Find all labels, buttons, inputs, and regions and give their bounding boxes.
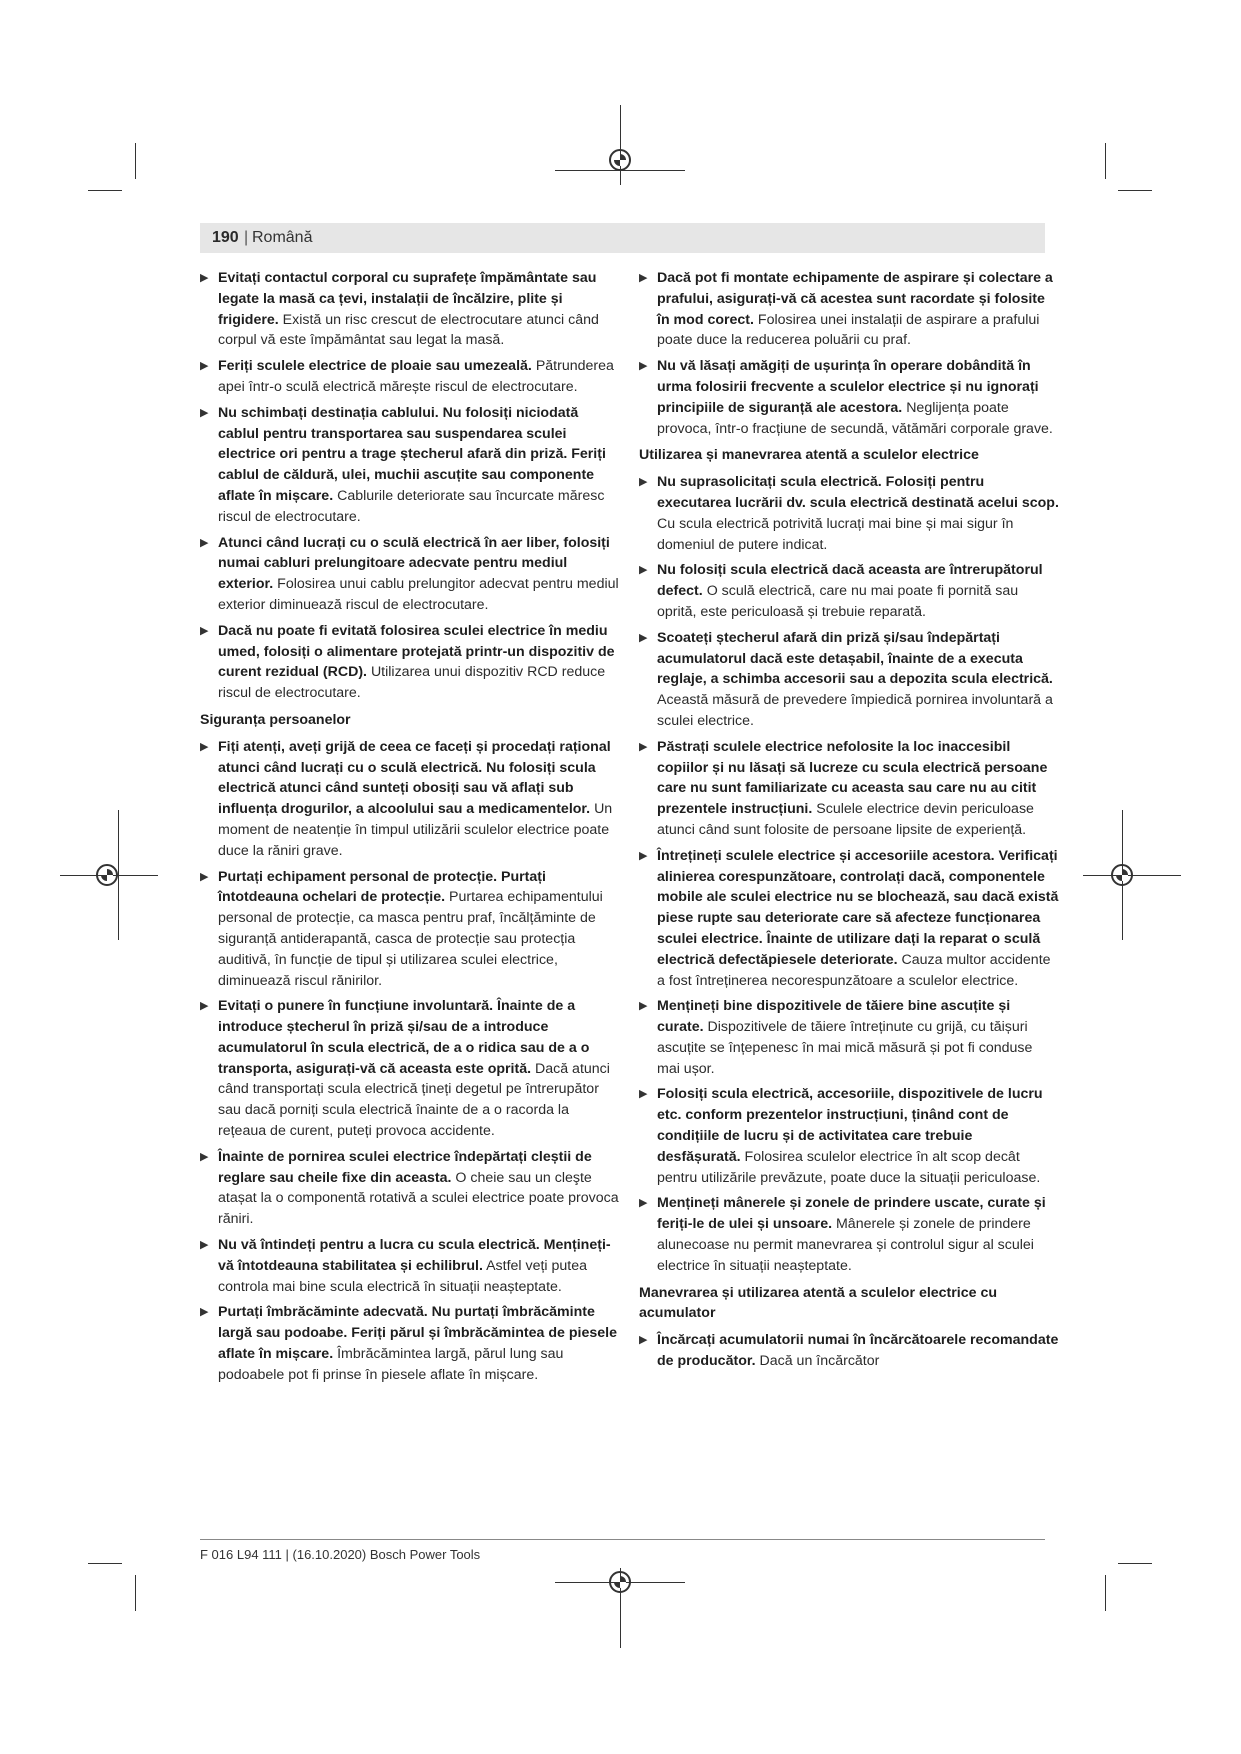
safety-item-warning: Nu folosiți scula electrică dacă aceasta are întrerupătorul defect. [657,562,1043,600]
safety-item [639,628,1059,732]
safety-item [200,996,620,1142]
safety-item-explanation: Neglijența poate provoca, într-o fracțiune de secundă, vătămări corporale grave. [657,399,1053,437]
safety-item-warning: Atunci când lucrați cu o sculă electrică în aer liber, folosiți numai cabluri prelungitoare adecvate pentru mediul exterior. [218,534,610,593]
safety-item-explanation: Există un risc crescut de electrocutare atunci când corpul vă este împământat sau legat la masă. [218,311,599,349]
safety-item [639,1193,1059,1276]
crop-mark [135,143,136,179]
safety-item-warning: Evitați contactul corporal cu suprafețe împământate sau legate la masă ca țevi, instalații de încălzire, plite și frigidere. [218,270,597,328]
safety-item-explanation: Dacă atunci când transportați scula electrică țineți degetul pe întrerupător sau dacă porniți scula electrică înainte de a o racorda la rețeaua de curent, puteți provoca accidente. [218,1060,610,1140]
crop-mark [88,190,122,191]
safety-item-warning: Mențineți mânerele și zonele de prindere uscate, curate și feriți-le de ulei și unsoare. [657,1195,1046,1233]
safety-item-warning: Nu suprasolicitați scula electrică. Folosiți pentru executarea lucrării dv. scula electrică destinată acelui scop. [657,474,1059,511]
safety-item [639,996,1059,1079]
bullet-triangle-icon: ▶ [639,1334,648,1347]
safety-item-warning: Înainte de pornirea sculei electrice îndepărtați cleștii de reglare sau cheile fixe din aceasta. [218,1148,592,1186]
bullet-triangle-icon: ▶ [639,740,648,753]
bullet-triangle-icon: ▶ [639,849,648,862]
bullet-triangle-icon: ▶ [200,624,209,637]
bullet-triangle-icon: ▶ [200,870,209,883]
safety-item-warning: Folosiți scula electrică, accesoriile, dispozitivele de lucru etc. conform prezentelor instrucțiuni, ținând cont de condițiile de lucru și de activitatea care trebuie desfășurată. [657,1086,1043,1165]
safety-item-warning: Nu vă lăsați amăgiți de ușurința în operare dobândită în urma folosirii frecvente a sculelor electrice și nu ignorați principiile de siguranță ale acestora. [657,358,1039,416]
bullet-triangle-icon: ▶ [200,406,209,419]
safety-item-warning: Mențineți bine dispozitivele de tăiere bine ascuțite și curate. [657,998,1011,1036]
safety-item-explanation: Astfel veți putea controla mai bine scula electrică în situații neașteptate. [218,1257,588,1295]
safety-item-explanation: Un moment de neatenție în timpul utilizării sculelor electrice poate duce la răniri grave. [218,801,613,859]
footer-rule [200,1539,1045,1540]
safety-item-explanation: Cu scula electrică potrivită lucrați mai bine și mai sigur în domeniul de putere indicat. [657,515,1014,553]
safety-item-explanation: Cablurile deteriorate sau încurcate măresc riscul de electrocutare. [218,487,605,525]
safety-item-warning: Întrețineți sculele electrice și accesoriile acestora. Verificați alinierea corespunzătoare, controlați dacă, componentele mobile ale sculei electrice nu se blochează, sau dacă există piese rupte sau deteriorate care să afecteze funcționarea sculei electrice. Înainte de utilizare dați la reparat o sculă electrică defectăpiesele deteriorate. [657,847,1059,968]
safety-item [200,403,620,528]
safety-item-explanation: Purtarea echipamentului personal de protecție, ca masca pentru praf, încălțăminte de siguranță antiderapantă, casca de protecție sau protecția auditivă, în funcție de tipul și utilizarea sculei electrice, diminuează riscul rănirilor. [218,889,603,989]
safety-item [639,268,1059,351]
safety-item-warning: Evitați o punere în funcțiune involuntară. Înainte de a introduce ștecherul în priză și/sau de a introduce acumulatorul în scula electrică, de a o ridica sau de a o transporta, asigurați-vă că aceasta este oprită. [218,998,590,1077]
safety-item [639,560,1059,622]
page-number: 190 [212,229,239,246]
header-separator: | [244,229,249,246]
safety-item-warning: Dacă pot fi montate echipamente de aspirare și colectare a prafului, asigurați-vă că acestea sunt racordate și folosite în mod corect. [657,270,1053,328]
safety-item-explanation: Cauza multor accidente a fost întreținerea necorespunzătoare a sculelor electrice. [657,951,1051,989]
safety-item-warning: Purtați îmbrăcăminte adecvată. Nu purtați îmbrăcăminte largă sau podoabe. Feriți părul și îmbrăcămintea de piesele aflate în mișcare. [218,1304,617,1363]
safety-item-warning: Dacă nu poate fi evitată folosirea sculei electrice în mediu umed, folosiți o alimentare protejată printr-un dispozitiv de curent rezidual (RCD). [218,622,615,681]
safety-item-explanation: Dispozitivele de tăiere întreținute cu grijă, cu tăișuri ascuțite se înțepenesc în mai mică măsură și pot fi conduse mai ușor. [657,1019,1033,1077]
bullet-triangle-icon: ▶ [200,360,209,373]
bullet-triangle-icon: ▶ [639,1197,648,1210]
safety-item-explanation: Mânerele și zonele de prindere alunecoase nu permit manevrarea și controlul sigur al sculei electrice în situații neașteptate. [657,1216,1034,1274]
safety-item-warning: Feriți sculele electrice de ploaie sau umezeală. [218,358,532,375]
page-footer: F 016 L94 111 | (16.10.2020) Bosch Power Tools [200,1547,481,1562]
bullet-triangle-icon: ▶ [639,1000,648,1013]
safety-item [639,472,1059,555]
bullet-triangle-icon: ▶ [639,1088,648,1101]
right-column [639,268,1059,1377]
bullet-triangle-icon: ▶ [200,1000,209,1013]
safety-item-explanation: Îmbrăcămintea largă, părul lung sau podoabele pot fi prinse în piesele aflate în mișcare. [218,1346,564,1383]
crop-mark [1105,143,1106,179]
safety-item [639,1084,1059,1188]
safety-item-warning: Fiți atenți, aveți grijă de ceea ce faceți și procedați rațional atunci când lucrați cu o sculă electrică. Nu folosiți scula electrică atunci când sunteți obosiți sau vă aflați sub influența drogurilor, a alcoolului sau a medicamentelor. [218,738,611,818]
safety-item [200,1147,620,1230]
bullet-triangle-icon: ▶ [200,740,209,753]
bullet-triangle-icon: ▶ [639,631,648,644]
bullet-triangle-icon: ▶ [639,360,648,373]
bullet-triangle-icon: ▶ [639,564,648,577]
crop-mark [88,1563,122,1564]
safety-item [639,1330,1059,1372]
safety-item-warning: Nu schimbați destinația cablului. Nu folosiți niciodată cablul pentru transportarea sau suspendarea sculei electrice ori pentru a trage ștecherul afară din priză. Feriți cablul de căldură, ulei, muchii ascuțite sau componente aflate în mișcare. [218,404,606,504]
safety-item-explanation: O sculă electrică, care nu mai poate fi pornită sau oprită, este periculoasă și trebuie reparată. [657,583,1019,620]
safety-item-explanation: Folosirea unei instalații de aspirare a prafului poate duce la reducerea poluării cu praf. [657,311,1040,349]
bullet-triangle-icon: ▶ [200,1239,209,1252]
crop-mark [1118,190,1152,191]
safety-item-warning: Păstrați sculele electrice nefolosite la loc inaccesibil copiilor și nu lăsați să lucreze cu scula electrică persoane care nu sunt familiarizate cu aceasta sau care nu au citit prezentele instrucțiuni. [657,738,1048,818]
safety-item-explanation: Această măsură de prevedere împiedică pornirea involuntară a sculei electrice. [657,692,1053,729]
safety-item-warning: Încărcați acumulatorii numai în încărcătoarele recomandate de producător. [657,1332,1059,1370]
safety-item [200,356,620,398]
bullet-triangle-icon: ▶ [200,272,209,284]
safety-item-warning: Purtați echipament personal de protecție. Purtați întotdeauna ochelari de protecție. [218,868,546,906]
crop-mark [1118,1563,1152,1564]
safety-item [200,867,620,992]
section-heading: Siguranța persoanelor [200,711,351,728]
safety-item-explanation: O cheie sau un cleşte atașat la o componentă rotativă a sculei electrice poate provoca răniri. [218,1169,619,1228]
safety-item-warning: Nu vă întindeți pentru a lucra cu scula electrică. Mențineți-vă întotdeauna stabilitatea și echilibrul. [218,1237,611,1274]
section-heading: Manevrarea și utilizarea atentă a sculelor electrice cu acumulator [639,1284,998,1322]
safety-item [200,737,620,862]
safety-item [200,1302,620,1385]
safety-item-explanation: Sculele electrice devin periculoase atunci când sunt folosite de persoane lipsite de experiență. [657,801,1034,838]
safety-item [639,846,1059,992]
section-heading: Utilizarea și manevrarea atentă a sculelor electrice [639,447,979,464]
crop-mark [135,1575,136,1611]
bullet-triangle-icon: ▶ [200,1150,209,1163]
safety-item-warning: Scoateți ștecherul afară din priză și/sau îndepărtați acumulatorul dacă este detașabil, înainte de a executa reglaje, a schimba accesorii sau a depozita scula electrică. [657,629,1053,688]
bullet-triangle-icon: ▶ [200,1306,209,1319]
safety-item [200,1235,620,1297]
safety-item-explanation: Utilizarea unui dispozitiv RCD reduce riscul de electrocutare. [218,664,606,702]
page-header [200,223,1045,253]
safety-item [200,268,620,351]
left-column [200,268,620,1391]
bullet-triangle-icon: ▶ [639,476,648,489]
safety-item [200,621,620,704]
safety-item [639,737,1059,841]
crop-mark [1105,1575,1106,1611]
safety-item-explanation: Folosirea unui cablu prelungitor adecvat pentru mediul exterior diminuează riscul de electrocutare. [218,576,619,613]
safety-item-explanation: Pătrunderea apei într-o sculă electrică mărește riscul de electrocutare. [218,358,614,395]
header-language: Română [252,229,313,246]
safety-item-explanation: Folosirea sculelor electrice în alt scop decât pentru utilizările prevăzute, poate duce la situații periculoase. [657,1148,1041,1186]
safety-item [639,356,1059,439]
bullet-triangle-icon: ▶ [200,536,209,549]
safety-item-explanation: Dacă un încărcător [759,1353,880,1370]
bullet-triangle-icon: ▶ [639,272,648,284]
safety-item [200,533,620,616]
